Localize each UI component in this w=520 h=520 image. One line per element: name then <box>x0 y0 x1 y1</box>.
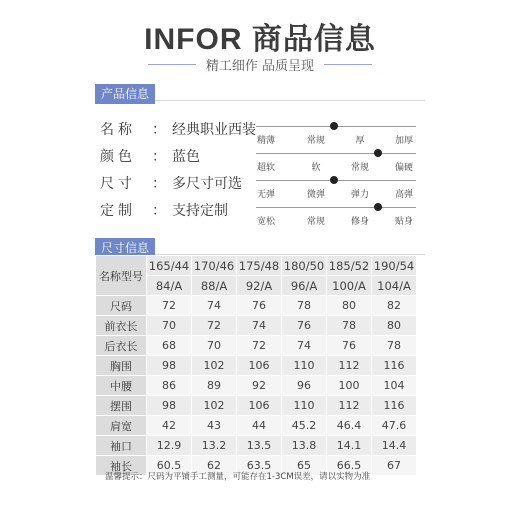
row-header: 前衣长 <box>96 316 147 336</box>
scale-selected-dot <box>374 149 382 157</box>
size-section-tag: 尺寸信息 <box>95 238 155 258</box>
size-code-cell: 96/A <box>282 276 327 296</box>
table-row <box>96 416 417 436</box>
table-cell: 62 <box>192 456 237 476</box>
product-info-row <box>100 118 256 140</box>
table-cell: 14.1 <box>327 436 372 456</box>
table-cell: 78 <box>327 316 372 336</box>
table-cell: 60.5 <box>147 456 192 476</box>
scale-label: 宽松 <box>256 217 275 227</box>
table-cell: 76 <box>237 296 282 316</box>
scale-label: 修身 <box>350 217 369 227</box>
row-header: 袖口 <box>96 436 147 456</box>
table-cell: 13.8 <box>282 436 327 456</box>
scale-label: 弹力 <box>350 190 369 200</box>
product-info-row <box>100 199 228 221</box>
table-cell: 63.5 <box>237 456 282 476</box>
table-cell: 74 <box>192 296 237 316</box>
product-info-colon: ： <box>152 176 166 192</box>
table-cell: 86 <box>147 376 192 396</box>
table-cell: 68 <box>147 336 192 356</box>
scale-selected-dot <box>374 203 382 211</box>
table-cell: 67 <box>372 456 417 476</box>
product-info-label: 尺寸 <box>100 176 136 192</box>
table-cell: 70 <box>192 336 237 356</box>
row-header: 后衣长 <box>96 336 147 356</box>
subtitle-row <box>0 56 520 72</box>
size-header-cell: 170/46 <box>192 256 237 276</box>
table-cell: 112 <box>327 396 372 416</box>
table-cell: 116 <box>372 396 417 416</box>
table-cell: 78 <box>372 336 417 356</box>
table-cell: 98 <box>147 356 192 376</box>
table-row <box>96 336 417 356</box>
table-cell: 102 <box>192 396 237 416</box>
size-header-cell: 185/52 <box>327 256 372 276</box>
table-cell: 102 <box>192 356 237 376</box>
table-cell: 76 <box>327 336 372 356</box>
table-cell: 76 <box>282 316 327 336</box>
product-info-value: 经典职业西装 <box>172 122 256 138</box>
table-cell: 47.6 <box>372 416 417 436</box>
table-cell: 92 <box>237 376 282 396</box>
scale-label: 软 <box>311 163 321 173</box>
attribute-scale <box>256 200 416 230</box>
table-cell: 13.5 <box>237 436 282 456</box>
product-info-label: 定制 <box>100 203 136 219</box>
product-info-colon: ： <box>152 203 166 219</box>
table-cell: 82 <box>372 296 417 316</box>
size-header-cell: 190/54 <box>372 256 417 276</box>
table-cell: 70 <box>147 316 192 336</box>
page-title: INFOR 商品信息 <box>144 23 376 56</box>
table-cell: 110 <box>282 356 327 376</box>
scale-label: 常规 <box>306 136 325 146</box>
table-cell: 65 <box>282 456 327 476</box>
scale-label: 无弹 <box>256 190 275 200</box>
page-subtitle: 精工细作 品质呈现 <box>205 58 315 74</box>
row-header: 肩宽 <box>96 416 147 436</box>
attribute-scale <box>256 173 416 203</box>
table-cell: 72 <box>147 296 192 316</box>
table-row <box>96 436 417 456</box>
scale-label: 微弹 <box>306 190 325 200</box>
size-header-cell: 165/44 <box>147 256 192 276</box>
table-cell: 74 <box>282 336 327 356</box>
subtitle-right-line <box>324 64 372 65</box>
product-info-value: 蓝色 <box>172 149 200 165</box>
size-code-cell: 104/A <box>372 276 417 296</box>
scale-label: 高弹 <box>394 190 413 200</box>
subtitle-left-line <box>148 64 196 65</box>
table-cell: 106 <box>237 356 282 376</box>
row-header: 胸围 <box>96 356 147 376</box>
table-cell: 72 <box>192 316 237 336</box>
table-cell: 43 <box>192 416 237 436</box>
size-header-cell: 180/50 <box>282 256 327 276</box>
row-header: 摆围 <box>96 396 147 416</box>
table-cell: 44 <box>237 416 282 436</box>
table-cell: 46.4 <box>327 416 372 436</box>
product-info-colon: ： <box>152 122 166 138</box>
table-cell: 100 <box>327 376 372 396</box>
scale-label: 常规 <box>350 163 369 173</box>
product-info-label: 颜色 <box>100 149 136 165</box>
size-header-cell: 175/48 <box>237 256 282 276</box>
measurement-note: 温馨提示：尺码为平铺手工测量，可能存在1-3CM误差，请以实物为准 <box>105 472 371 482</box>
table-cell: 12.9 <box>147 436 192 456</box>
product-info-value: 支持定制 <box>172 203 228 219</box>
size-table <box>95 255 417 476</box>
table-cell: 78 <box>282 296 327 316</box>
table-cell: 96 <box>282 376 327 396</box>
product-section-tag: 产品信息 <box>95 84 155 104</box>
table-cell: 66.5 <box>327 456 372 476</box>
scale-track <box>256 153 416 154</box>
table-cell: 45.2 <box>282 416 327 436</box>
table-cell: 116 <box>372 356 417 376</box>
size-header-row <box>96 256 417 276</box>
scale-label: 加厚 <box>394 136 413 146</box>
table-cell: 80 <box>327 296 372 316</box>
attribute-scale <box>256 146 416 176</box>
product-info-label: 名称 <box>100 122 136 138</box>
attribute-scale <box>256 119 416 149</box>
table-row <box>96 356 417 376</box>
scale-track <box>256 207 416 208</box>
scale-label: 超软 <box>256 163 275 173</box>
size-header-label: 名称型号 <box>96 256 147 296</box>
size-code-cell: 92/A <box>237 276 282 296</box>
table-cell: 72 <box>237 336 282 356</box>
table-row <box>96 316 417 336</box>
table-cell: 106 <box>237 396 282 416</box>
product-info-colon: ： <box>152 149 166 165</box>
row-header: 中腰 <box>96 376 147 396</box>
table-cell: 112 <box>327 356 372 376</box>
scale-selected-dot <box>330 176 338 184</box>
product-info-row <box>100 145 200 167</box>
size-code-cell: 88/A <box>192 276 237 296</box>
table-row <box>96 376 417 396</box>
table-row <box>96 396 417 416</box>
table-cell: 13.2 <box>192 436 237 456</box>
product-info-row <box>100 172 242 194</box>
table-cell: 74 <box>237 316 282 336</box>
table-cell: 14.4 <box>372 436 417 456</box>
table-cell: 80 <box>372 316 417 336</box>
table-cell: 98 <box>147 396 192 416</box>
table-cell: 89 <box>192 376 237 396</box>
row-header: 尺码 <box>96 296 147 316</box>
table-cell: 42 <box>147 416 192 436</box>
row-header: 袖长 <box>96 456 147 476</box>
table-cell: 104 <box>372 376 417 396</box>
scale-label: 偏硬 <box>394 163 413 173</box>
table-cell: 110 <box>282 396 327 416</box>
scale-label: 常规 <box>306 217 325 227</box>
scale-label: 精薄 <box>256 136 275 146</box>
size-code-cell: 100/A <box>327 276 372 296</box>
size-code-cell: 84/A <box>147 276 192 296</box>
product-info-value: 多尺寸可选 <box>172 176 242 192</box>
scale-label: 贴身 <box>394 217 413 227</box>
table-row <box>96 296 417 316</box>
scale-label: 厚 <box>355 136 365 146</box>
scale-selected-dot <box>330 122 338 130</box>
